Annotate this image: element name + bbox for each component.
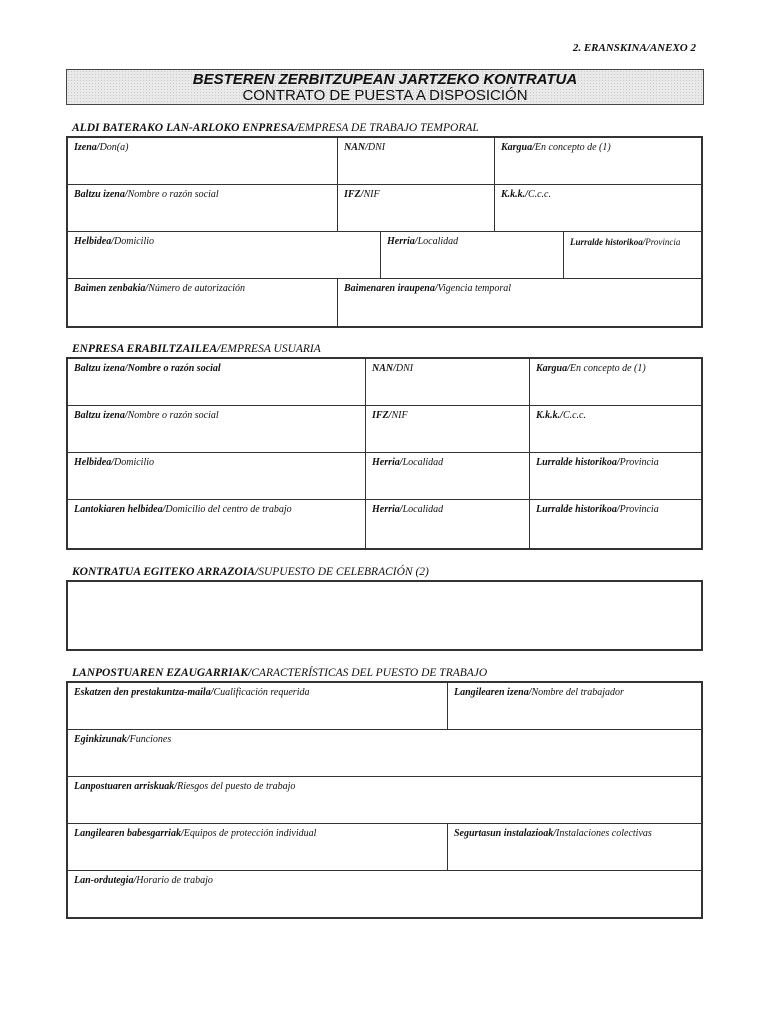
- field-user-ccc[interactable]: K.k.k./C.c.c.: [530, 406, 701, 453]
- section4-heading: LANPOSTUAREN EZAUGARRIAK/CARACTERÍSTICAS DEL PUESTO DE TRABAJO: [72, 667, 488, 679]
- field-authorization-number[interactable]: Baimen zenbakia/Número de autorización: [68, 279, 338, 326]
- field-user-province[interactable]: Lurralde historikoa/Provincia: [530, 453, 701, 500]
- field-position[interactable]: Kargua/En concepto de (1): [495, 138, 701, 185]
- field-user-dni[interactable]: NAN/DNI: [366, 359, 530, 406]
- field-locality[interactable]: Herria/Localidad: [381, 232, 564, 279]
- field-worker-name[interactable]: Langilearen izena/Nombre del trabajador: [448, 683, 701, 730]
- annex-label: 2. ERANSKINA/ANEXO 2: [572, 42, 696, 54]
- form-title-spanish: CONTRATO DE PUESTA A DISPOSICIÓN: [242, 87, 528, 104]
- temp-agency-grid: [66, 136, 703, 328]
- job-characteristics-grid: [66, 681, 703, 919]
- field-user-company-name[interactable]: Baltzu izena/Nombre o razón social: [68, 359, 366, 406]
- field-authorization-validity[interactable]: Baimenaren iraupena/Vigencia temporal: [344, 283, 512, 294]
- section1-heading: ALDI BATERAKO LAN-ARLOKO ENPRESA/EMPRESA DE TRABAJO TEMPORAL: [72, 122, 479, 134]
- field-nif[interactable]: IFZ/NIF: [338, 185, 495, 232]
- form-title-box: [66, 69, 704, 105]
- field-workplace-province[interactable]: Lurralde historikoa/Provincia: [536, 504, 659, 515]
- field-user-locality[interactable]: Herria/Localidad: [366, 453, 530, 500]
- field-workplace-address[interactable]: Lantokiaren helbidea/Domicilio del centro de trabajo: [68, 500, 366, 548]
- field-company-name[interactable]: Baltzu izena/Nombre o razón social: [68, 185, 338, 232]
- field-dni[interactable]: NAN/DNI: [338, 138, 495, 185]
- section2-heading: ENPRESA ERABILTZAILEA/EMPRESA USUARIA: [72, 343, 321, 355]
- field-required-qualification[interactable]: Eskatzen den prestakuntza-maila/Cualificación requerida: [68, 683, 448, 730]
- form-title-basque: BESTEREN ZERBITZUPEAN JARTZEKO KONTRATUA: [192, 71, 578, 88]
- field-user-company-name-2[interactable]: Baltzu izena/Nombre o razón social: [68, 406, 366, 453]
- field-address[interactable]: Helbidea/Domicilio: [68, 232, 381, 279]
- field-user-address[interactable]: Helbidea/Domicilio: [68, 453, 366, 500]
- field-user-position[interactable]: Kargua/En concepto de (1): [530, 359, 701, 406]
- field-job-risks[interactable]: Lanpostuaren arriskuak/Riesgos del puesto de trabajo: [68, 777, 701, 824]
- field-user-nif[interactable]: IFZ/NIF: [366, 406, 530, 453]
- field-collective-facilities[interactable]: Segurtasun instalazioak/Instalaciones colectivas: [448, 824, 701, 871]
- field-functions[interactable]: Eginkizunak/Funciones: [68, 730, 701, 777]
- field-ccc[interactable]: K.k.k./C.c.c.: [495, 185, 701, 232]
- user-company-grid: [66, 357, 703, 550]
- field-name[interactable]: Izena/Don(a): [68, 138, 338, 185]
- field-province[interactable]: Lurralde historikoa/Provincia: [564, 232, 701, 279]
- field-protection-equipment[interactable]: Langilearen babesgarriak/Equipos de protección individual: [68, 824, 448, 871]
- contract-reason-field[interactable]: [66, 580, 703, 651]
- field-work-schedule[interactable]: Lan-ordutegia/Horario de trabajo: [74, 875, 213, 886]
- field-workplace-locality[interactable]: Herria/Localidad: [366, 500, 530, 548]
- section3-heading: KONTRATUA EGITEKO ARRAZOIA/SUPUESTO DE CELEBRACIÓN (2): [72, 566, 429, 578]
